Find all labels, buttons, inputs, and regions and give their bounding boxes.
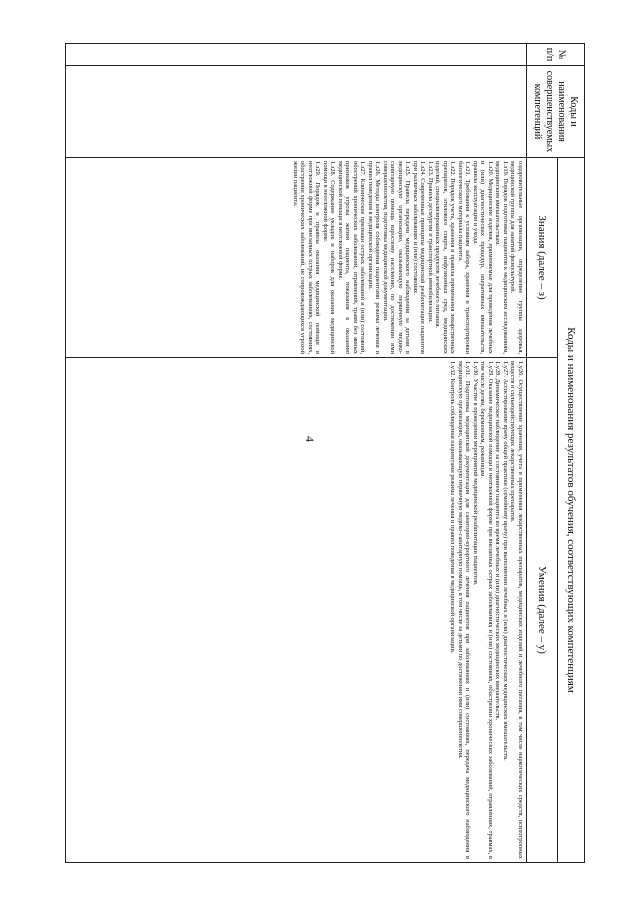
knowledge-item: 1.з20. Медицинские изделия, применяемые для проведения лечебных и (или) диагностических процедур, оперативных вмешательств, правила эксплуатации и ухода.	[472, 161, 494, 354]
skill-item: 1.у29. Оказание медицинской помощи в неотложной форме при внезапных острых заболеваниях и (или) состояниях, обострении хронических заболеваний, отравлениях, травмах, в том числе детям, беременным, роженицам.	[479, 361, 494, 859]
cell-competency-code	[66, 66, 527, 158]
header-knowledge: Знания (далее – з)	[527, 158, 558, 358]
header-competency-codes: Коды и наименования совершенствуемых компетенций	[527, 66, 585, 158]
rotated-sheet	[65, 43, 585, 863]
knowledge-item: 1.з24. Современные принципы медицинской реабилитации пациентов при различных заболеваниях и (или) состояниях.	[412, 161, 427, 354]
cell-number	[66, 44, 527, 66]
knowledge-item: 1.з29. Порядок и правила оказания медицинской помощи в неотложной форме при внезапных острых заболеваниях, состояниях, обострении хронических заболеваний, не сопровождающихся угрозой жизни пациента.	[292, 161, 322, 354]
knowledge-item: 1.з21. Требования к условиям забора, хранения и транспортировки биологического материала пациента.	[457, 161, 472, 354]
competency-table-wrapper	[65, 43, 585, 863]
skill-item: 1.у32. Контроль соблюдения пациентами режима лечения и правил поведения в медицинской организации.	[449, 361, 457, 654]
knowledge-item: 1.з23. Правила десмургии и транспортной иммобилизации.	[427, 161, 434, 323]
knowledge-item: 1.з26. Методы контроля соблюдения пациентами режима лечения и правил поведения в медицинской организации.	[367, 161, 382, 354]
page-number: 4	[303, 436, 317, 442]
table-row	[66, 44, 527, 863]
knowledge-item: оздоровительные организации, определение группы здоровья, медицинской группы для занятий физкультурой.	[509, 161, 524, 354]
header-learning-results: Коды и наименования результатов обучения, соответствующих компетенциям	[558, 158, 585, 863]
skill-item: 1.у31. Подготовка медицинской документации для санаторно-курортного лечения пациентов при заболеваниях и (или) состояниях, передача медицинского наблюдения в медицинскую организацию, оказывающую первичную медико-санитарную помощь, в том числе за детьми по достижении ими совершеннолетия.	[457, 361, 472, 859]
competency-table	[65, 43, 585, 863]
knowledge-item: 1.з19. Порядок подготовки пациентов к медицинским исследованиям, медицинским вмешательствам.	[494, 161, 509, 354]
knowledge-item: 1.з25. Правила передачи медицинского наблюдения за детьми в медицинскую организацию, оказывающую первичную медико-санитарную помощь взрослому населению, по достижении ими совершеннолетия, подготовка медицинской документации.	[382, 161, 412, 354]
cell-knowledge	[66, 158, 527, 358]
knowledge-item: 1.з22. Порядок учета, хранения и правила применения лекарственных препаратов, этилового спирта, инфузионных сред, медицинских изделий, специализированных продуктов лечебного питания.	[434, 161, 457, 354]
skill-item: 1.у30. Участие в проведении мероприятий медицинской реабилитации пациентов.	[472, 361, 479, 586]
skill-item: 1.у27. Ассистирование врачу общей практики (семейному врачу) при выполнении лечебных и (или) диагностических медицинских вмешательств.	[502, 361, 509, 761]
knowledge-item: 1.з27. Клинические признаки острых заболеваний и (или) состояний, обострений хронических заболеваний, отравлений, травм без явных признаков угрозы жизни пациента, показания к оказанию медицинской помощи в неотложной форме.	[337, 161, 367, 354]
header-number: № п/п	[527, 44, 585, 66]
cell-skills	[66, 358, 527, 863]
header-skills: Умения (далее – у)	[527, 358, 558, 863]
skill-item: 1.у26. Осуществление хранения, учета и применения лекарственных препаратов, медицинских изделий и лечебного питания, в том числе наркотических средств, психотропных веществ и сильнодействующих лекарственных препаратов.	[509, 361, 524, 859]
skill-item: 1.у28. Динамическое наблюдение за состоянием пациента во время лечебных и (или) диагностических медицинских вмешательств.	[494, 361, 502, 721]
knowledge-item: 1.з28. Содержание укладок и наборов для оказания медицинской помощи в неотложной форме.	[322, 161, 337, 354]
